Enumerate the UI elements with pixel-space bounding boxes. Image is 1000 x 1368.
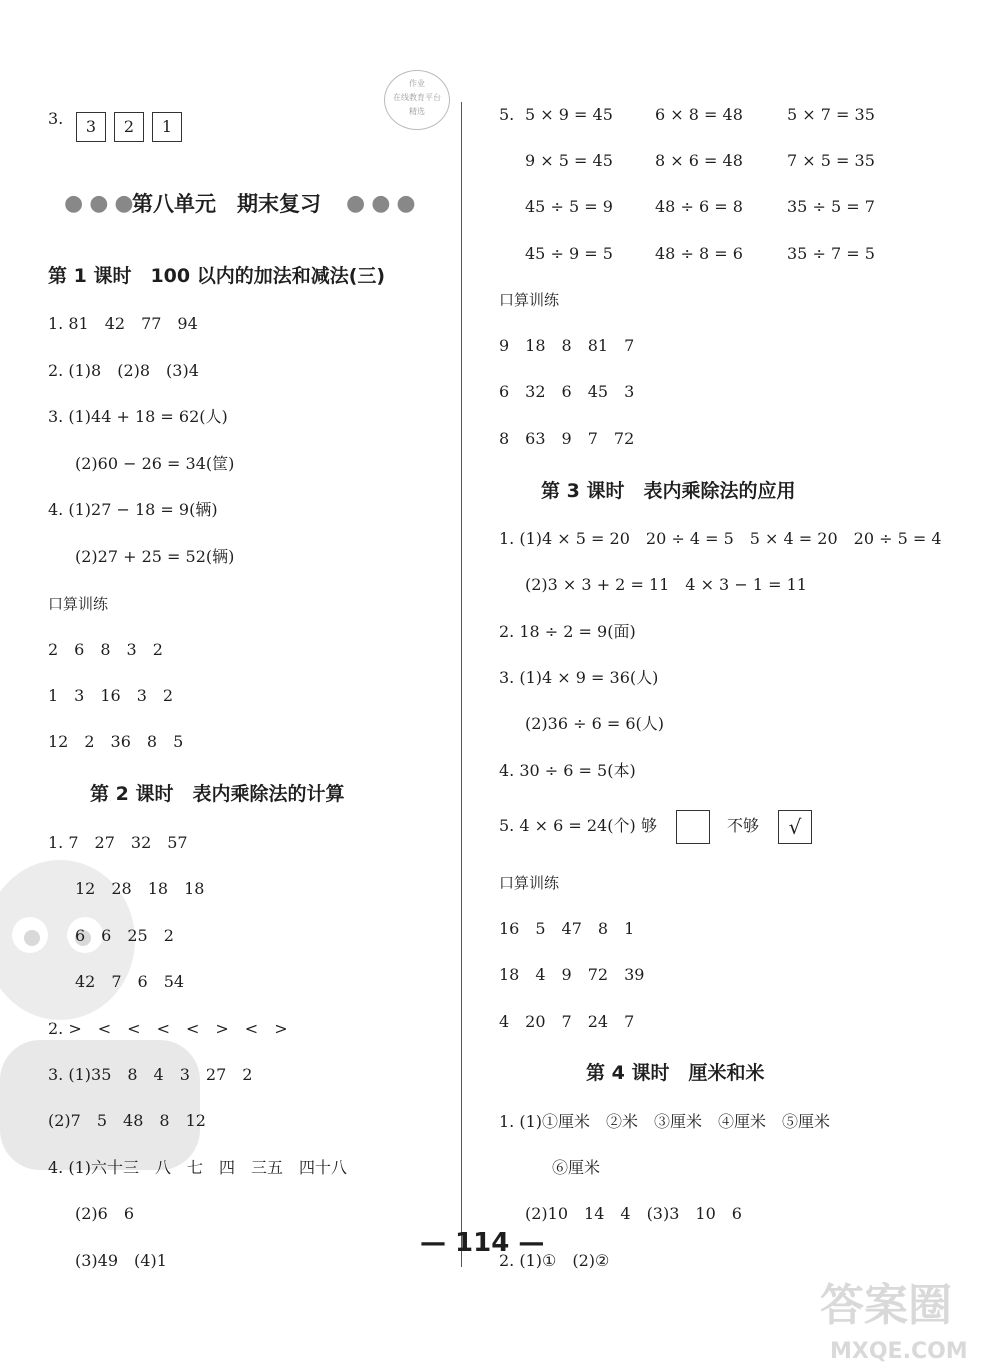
enough-box bbox=[676, 810, 710, 844]
equation: 6 × 8 = 48 bbox=[655, 105, 743, 124]
equation: 35 ÷ 5 = 7 bbox=[787, 197, 875, 216]
answer-line: (2)10 14 4 (3)3 10 6 bbox=[525, 1204, 742, 1223]
answer-line: 4. (1)27 − 18 = 9(辆) bbox=[48, 500, 218, 519]
answer-line: 1. 81 42 77 94 bbox=[48, 314, 198, 333]
watermark-url: MXQE.COM bbox=[830, 1339, 968, 1364]
equation: 48 ÷ 6 = 8 bbox=[655, 197, 743, 216]
equation: 45 ÷ 9 = 5 bbox=[525, 244, 613, 263]
answer-box: 2 bbox=[114, 112, 144, 142]
answer-line: 5. 4 × 6 = 24(个) bbox=[499, 816, 636, 835]
equation: 7 × 5 = 35 bbox=[787, 151, 875, 170]
answer-line: 3. (1)4 × 9 = 36(人) bbox=[499, 668, 659, 687]
answer-line: (2)7 5 48 8 12 bbox=[48, 1111, 206, 1130]
equation: 9 × 5 = 45 bbox=[525, 151, 613, 170]
oral-line: 4 20 7 24 7 bbox=[499, 1012, 635, 1031]
equation: 8 × 6 = 48 bbox=[655, 151, 743, 170]
column-divider bbox=[461, 102, 462, 1267]
stamp-line: 精选 bbox=[409, 107, 425, 116]
enough-label: 够 bbox=[641, 816, 658, 835]
answer-line: (2)3 × 3 + 2 = 11 4 × 3 − 1 = 11 bbox=[525, 575, 807, 594]
equation: 5 × 9 = 45 bbox=[525, 105, 613, 124]
answer-line: ⑥厘米 bbox=[552, 1158, 601, 1177]
oral-line: 1 3 16 3 2 bbox=[48, 686, 174, 705]
answer-line: 2. (1)① (2)② bbox=[499, 1251, 610, 1270]
answer-line: 1. (1)4 × 5 = 20 20 ÷ 4 = 5 5 × 4 = 20 20 ÷ 5 = 4 bbox=[499, 529, 942, 548]
equation: 45 ÷ 5 = 9 bbox=[525, 197, 613, 216]
answer-line: 42 7 6 54 bbox=[75, 972, 185, 991]
answer-line: 6 6 25 2 bbox=[75, 926, 174, 945]
lesson2-title: 第 2 课时 表内乘除法的计算 bbox=[90, 783, 345, 805]
answer-line: (2)36 ÷ 6 = 6(人) bbox=[525, 714, 665, 733]
page-number: — 114 — bbox=[420, 1228, 545, 1258]
not-enough-checked-box: √ bbox=[778, 810, 812, 844]
answer-box: 1 bbox=[152, 112, 182, 142]
watermark-main: 答案圈 bbox=[820, 1280, 952, 1331]
equation: 5 × 7 = 35 bbox=[787, 105, 875, 124]
dots-icon: ●●● bbox=[64, 191, 140, 216]
lesson1-title: 第 1 课时 100 以内的加法和减法(三) bbox=[48, 265, 386, 287]
lesson3-title: 第 3 课时 表内乘除法的应用 bbox=[541, 480, 796, 502]
answer-line: (2)60 − 26 = 34(筐) bbox=[75, 454, 235, 473]
not-enough-label: 不够 bbox=[727, 816, 760, 835]
equation: 35 ÷ 7 = 5 bbox=[787, 244, 875, 263]
dots-icon: ●●● bbox=[346, 191, 422, 216]
unit-title: 第八单元 期末复习 bbox=[132, 192, 321, 216]
answer-line: (2)6 6 bbox=[75, 1204, 135, 1223]
answer-line: (2)27 + 25 = 52(辆) bbox=[75, 547, 235, 566]
answer-line: 2. (1)8 (2)8 (3)4 bbox=[48, 361, 199, 380]
answer-box: 3 bbox=[76, 112, 106, 142]
stamp-line: 作业 bbox=[409, 79, 425, 88]
oral-line: 18 4 9 72 39 bbox=[499, 965, 645, 984]
oral-line: 16 5 47 8 1 bbox=[499, 919, 635, 938]
answer-line: (3)49 (4)1 bbox=[75, 1251, 167, 1270]
oral-line: 6 32 6 45 3 bbox=[499, 382, 635, 401]
answer-line: 2. > < < < < > < > bbox=[48, 1019, 288, 1038]
oral-title: 口算训练 bbox=[499, 291, 560, 309]
oral-line: 8 63 9 7 72 bbox=[499, 429, 635, 448]
answer-line: 4. 30 ÷ 6 = 5(本) bbox=[499, 761, 636, 780]
answer-line: 1. 7 27 32 57 bbox=[48, 833, 188, 852]
answer-label: 5. bbox=[499, 105, 515, 124]
lesson4-title: 第 4 课时 厘米和米 bbox=[586, 1062, 765, 1084]
answer-circle-watermark bbox=[820, 1270, 995, 1365]
oral-title: 口算训练 bbox=[48, 595, 109, 613]
stamp-line: 在线教育平台 bbox=[393, 93, 441, 102]
oral-line: 2 6 8 3 2 bbox=[48, 640, 163, 659]
answer-line: 1. (1)①厘米 ②米 ③厘米 ④厘米 ⑤厘米 bbox=[499, 1112, 831, 1131]
answer-line: 2. 18 ÷ 2 = 9(面) bbox=[499, 622, 636, 641]
oral-line: 9 18 8 81 7 bbox=[499, 336, 635, 355]
homework-stamp bbox=[384, 70, 450, 130]
answer-line: 3. (1)44 + 18 = 62(人) bbox=[48, 407, 228, 426]
equation: 48 ÷ 8 = 6 bbox=[655, 244, 743, 263]
item3-label: 3. bbox=[48, 109, 64, 128]
oral-title: 口算训练 bbox=[499, 874, 560, 892]
answer-line: 12 28 18 18 bbox=[75, 879, 205, 898]
answer-line: 4. (1)六十三 八 七 四 三五 四十八 bbox=[48, 1158, 348, 1177]
answer-line: 3. (1)35 8 4 3 27 2 bbox=[48, 1065, 253, 1084]
oral-line: 12 2 36 8 5 bbox=[48, 732, 184, 751]
